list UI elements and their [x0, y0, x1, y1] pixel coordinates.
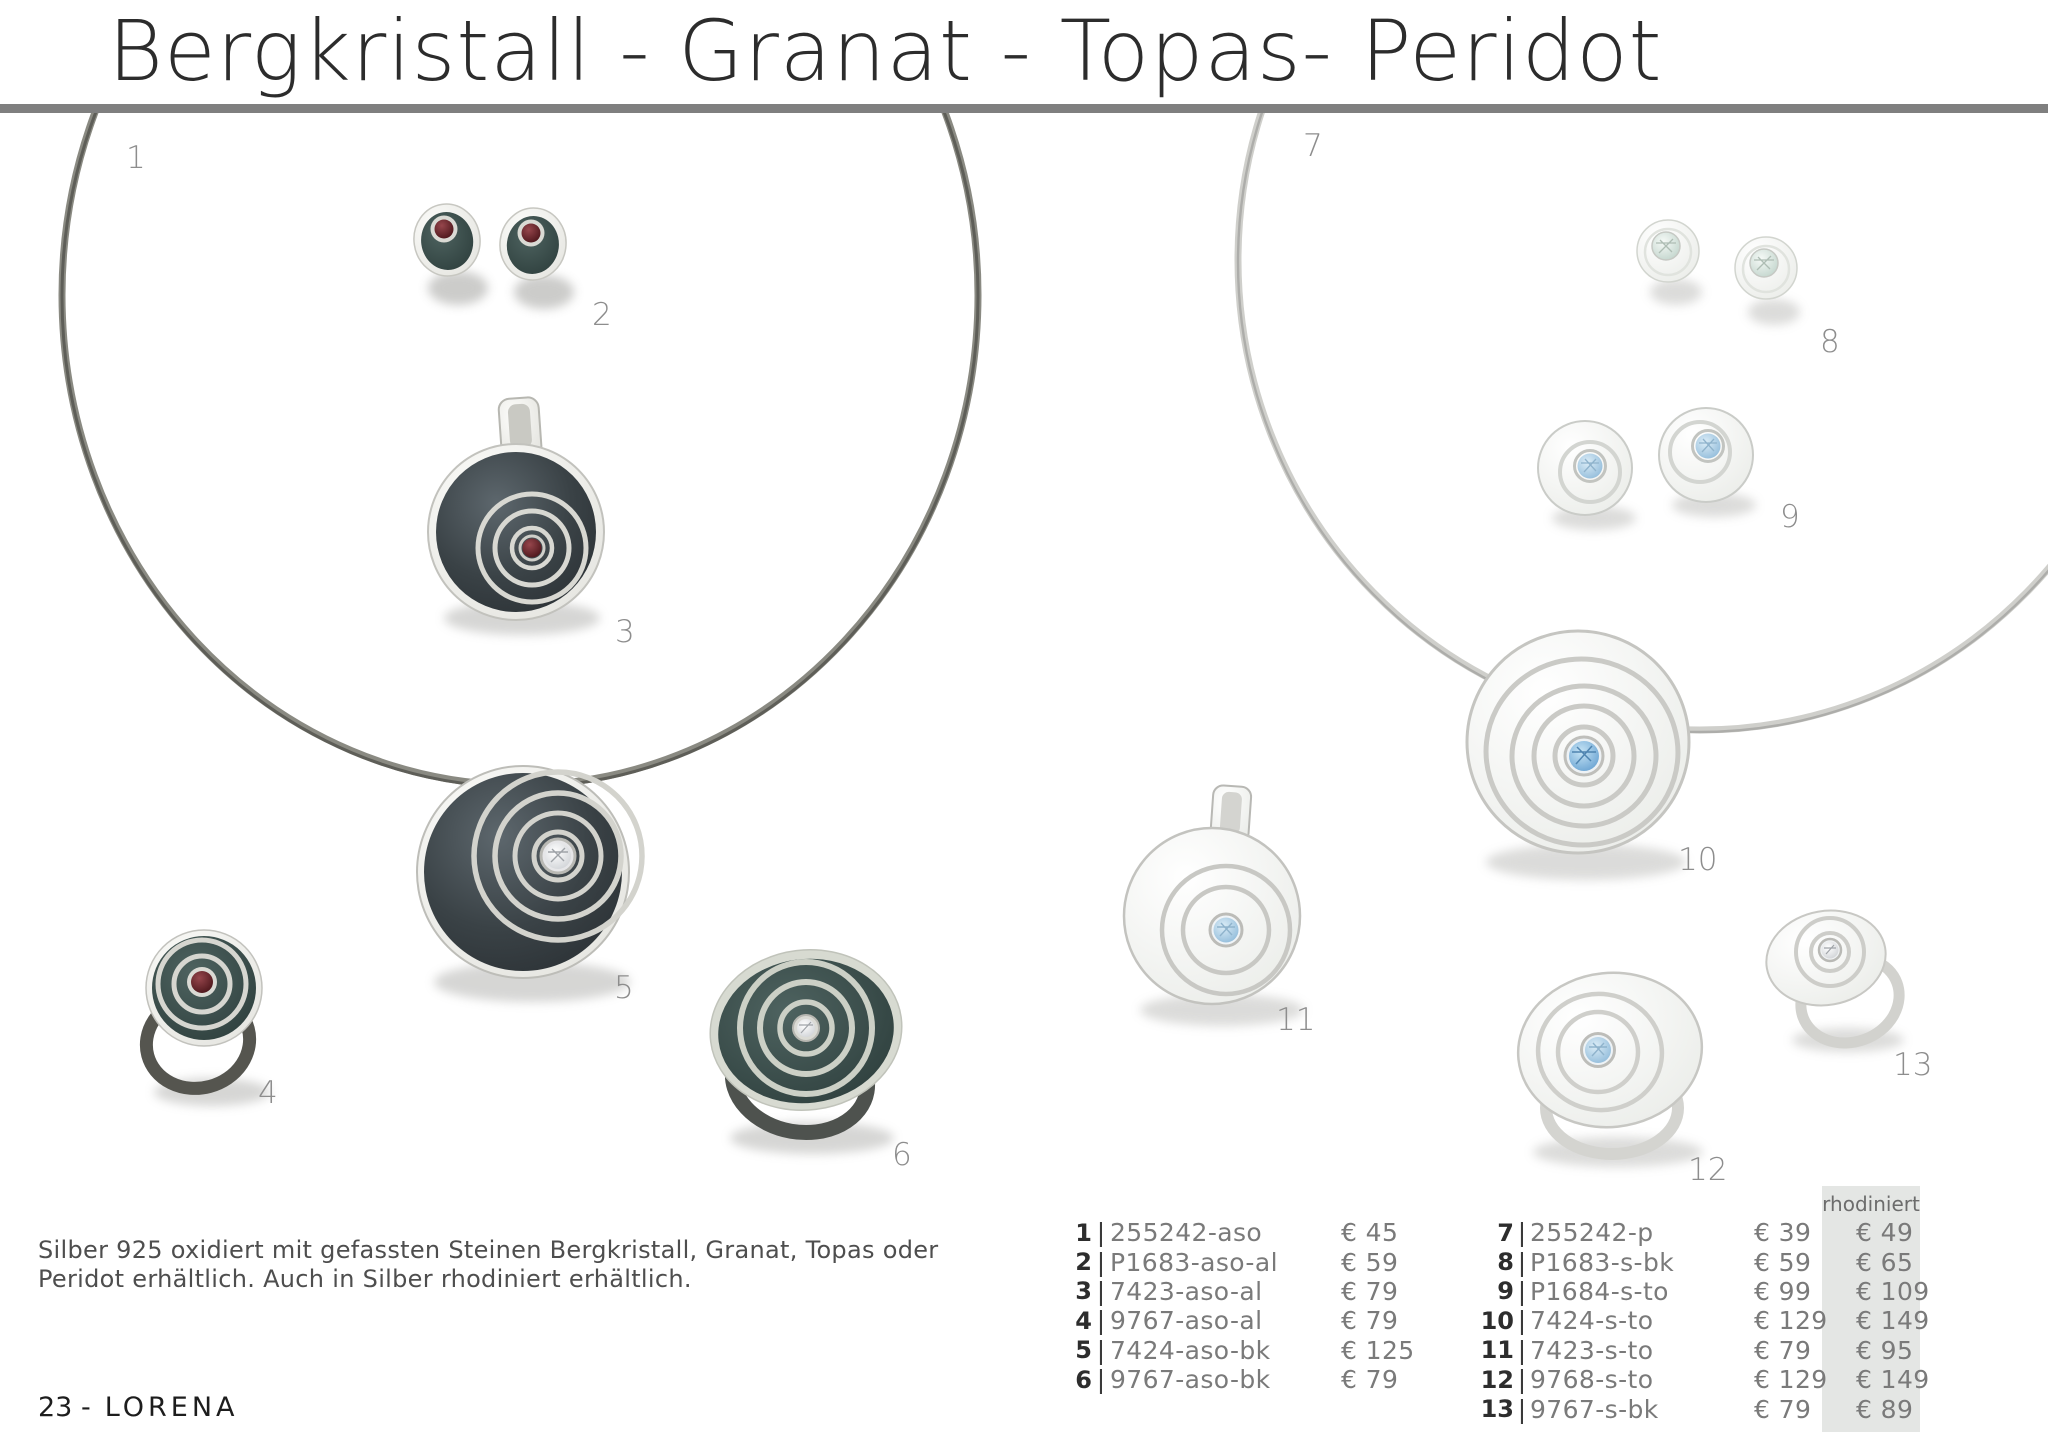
article-code: 9768-s-to — [1530, 1365, 1654, 1395]
row-separator: | — [1517, 1365, 1527, 1395]
price-value: € 79 — [1754, 1394, 1812, 1424]
item-number: 8 — [1497, 1248, 1514, 1277]
ring-small-silver-crystal — [1759, 901, 1912, 1056]
disc-earrings-silver-topas — [1538, 408, 1756, 530]
price-row — [1066, 1365, 1415, 1394]
item-number: 6 — [1075, 1365, 1092, 1394]
item-label-7: 7 — [1303, 128, 1323, 164]
item-number: 10 — [1480, 1306, 1514, 1335]
item-number: 1 — [1075, 1218, 1092, 1247]
article-code: 7424-aso-bk — [1110, 1335, 1271, 1365]
item-label-2: 2 — [592, 297, 612, 333]
price-rhodiniert-value: € 149 — [1856, 1365, 1930, 1395]
price-value: € 129 — [1754, 1306, 1828, 1336]
brand-name: LORENA — [104, 1392, 239, 1423]
price-rhodiniert-value: € 89 — [1856, 1394, 1914, 1424]
row-separator: | — [1096, 1218, 1106, 1248]
ring-silver-topas — [1510, 964, 1709, 1167]
price-list-oxidized — [1066, 1218, 1415, 1394]
price-row — [1066, 1306, 1415, 1335]
stud-earrings-oxidized-garnet — [409, 200, 574, 309]
row-separator: | — [1517, 1335, 1527, 1365]
item-label-4: 4 — [258, 1075, 278, 1111]
item-number: 5 — [1075, 1336, 1092, 1365]
price-row — [1066, 1247, 1415, 1276]
row-separator: | — [1517, 1247, 1527, 1277]
article-code: 9767-aso-al — [1110, 1306, 1263, 1336]
price-row — [1472, 1277, 1952, 1306]
item-number: 11 — [1480, 1336, 1514, 1365]
price-rhodiniert-value: € 149 — [1856, 1306, 1930, 1336]
pendant-large-oxidized-crystal — [417, 766, 642, 1006]
price-row — [1472, 1247, 1952, 1276]
necklace-wire-oxidized — [62, 0, 978, 787]
price-value: € 129 — [1754, 1365, 1828, 1395]
ring-large-oxidized-crystal — [701, 939, 911, 1154]
necklace-wire-silver — [1238, 0, 2048, 732]
article-code: 7424-s-to — [1530, 1306, 1654, 1336]
price-value: € 59 — [1341, 1247, 1399, 1277]
price-row — [1472, 1394, 1952, 1423]
item-label-9: 9 — [1780, 499, 1800, 535]
price-value: € 79 — [1341, 1365, 1399, 1395]
price-list-silver — [1472, 1218, 1952, 1424]
price-value: € 99 — [1754, 1276, 1812, 1306]
description-line-2: Peridot erhältlich. Auch in Silber rhodiniert erhältlich. — [38, 1265, 692, 1293]
article-code: P1684-s-to — [1530, 1276, 1669, 1306]
article-code: 9767-aso-bk — [1110, 1365, 1271, 1395]
item-number: 4 — [1075, 1306, 1092, 1335]
stud-earrings-silver-crystal — [1637, 220, 1800, 325]
article-code: P1683-s-bk — [1530, 1247, 1675, 1277]
item-label-13: 13 — [1893, 1047, 1933, 1083]
item-number: 2 — [1075, 1248, 1092, 1277]
rhodiniert-column-header: rhodiniert — [1822, 1192, 1920, 1216]
pendant-large-silver-topas — [1467, 631, 1689, 880]
item-label-5: 5 — [614, 970, 634, 1006]
article-code: 9767-s-bk — [1530, 1394, 1659, 1424]
price-row — [1472, 1336, 1952, 1365]
article-code: P1683-aso-al — [1110, 1247, 1278, 1277]
article-code: 7423-aso-al — [1110, 1276, 1263, 1306]
article-code: 255242-p — [1530, 1218, 1654, 1248]
price-value: € 45 — [1341, 1218, 1399, 1248]
item-label-10: 10 — [1678, 842, 1718, 878]
item-number: 9 — [1497, 1277, 1514, 1306]
page-footer — [38, 1392, 239, 1423]
price-rhodiniert-value: € 49 — [1856, 1218, 1914, 1248]
price-value: € 79 — [1341, 1276, 1399, 1306]
price-value: € 125 — [1341, 1335, 1415, 1365]
price-row — [1066, 1277, 1415, 1306]
price-row — [1066, 1218, 1415, 1247]
item-label-12: 12 — [1688, 1152, 1728, 1188]
price-rhodiniert-value: € 95 — [1856, 1335, 1914, 1365]
description-line-1: Silber 925 oxidiert mit gefassten Steinen Bergkristall, Granat, Topas oder — [38, 1236, 939, 1264]
material-description — [38, 1236, 938, 1294]
price-value: € 59 — [1754, 1247, 1812, 1277]
row-separator: | — [1517, 1394, 1527, 1424]
item-label-3: 3 — [615, 614, 635, 650]
price-rhodiniert-value: € 109 — [1856, 1276, 1930, 1306]
row-separator: | — [1096, 1365, 1106, 1395]
row-separator: | — [1517, 1306, 1527, 1336]
item-number: 12 — [1480, 1365, 1514, 1394]
article-code: 7423-s-to — [1530, 1335, 1654, 1365]
price-value: € 79 — [1754, 1335, 1812, 1365]
row-separator: | — [1096, 1247, 1106, 1277]
price-value: € 39 — [1754, 1218, 1812, 1248]
item-number: 3 — [1075, 1277, 1092, 1306]
row-separator: | — [1096, 1306, 1106, 1336]
pendant-oxidized-garnet — [428, 397, 604, 635]
item-label-8: 8 — [1820, 324, 1840, 360]
price-row — [1472, 1365, 1952, 1394]
price-row — [1472, 1306, 1952, 1335]
page-title: Bergkristall - Granat - Topas- Peridot — [108, 2, 1663, 100]
row-separator: | — [1096, 1335, 1106, 1365]
item-number: 7 — [1497, 1218, 1514, 1247]
item-label-1: 1 — [126, 140, 146, 176]
page-number: 23 - — [38, 1392, 91, 1423]
item-label-11: 11 — [1276, 1002, 1316, 1038]
ring-oxidized-garnet — [136, 930, 270, 1106]
price-value: € 79 — [1341, 1306, 1399, 1336]
pendant-silver-topas — [1124, 785, 1304, 1026]
price-row — [1066, 1336, 1415, 1365]
article-code: 255242-aso — [1110, 1218, 1263, 1248]
row-separator: | — [1517, 1276, 1527, 1306]
item-number: 13 — [1480, 1395, 1514, 1424]
price-rhodiniert-value: € 65 — [1856, 1247, 1914, 1277]
row-separator: | — [1096, 1276, 1106, 1306]
item-label-6: 6 — [892, 1137, 912, 1173]
price-row — [1472, 1218, 1952, 1247]
row-separator: | — [1517, 1218, 1527, 1248]
